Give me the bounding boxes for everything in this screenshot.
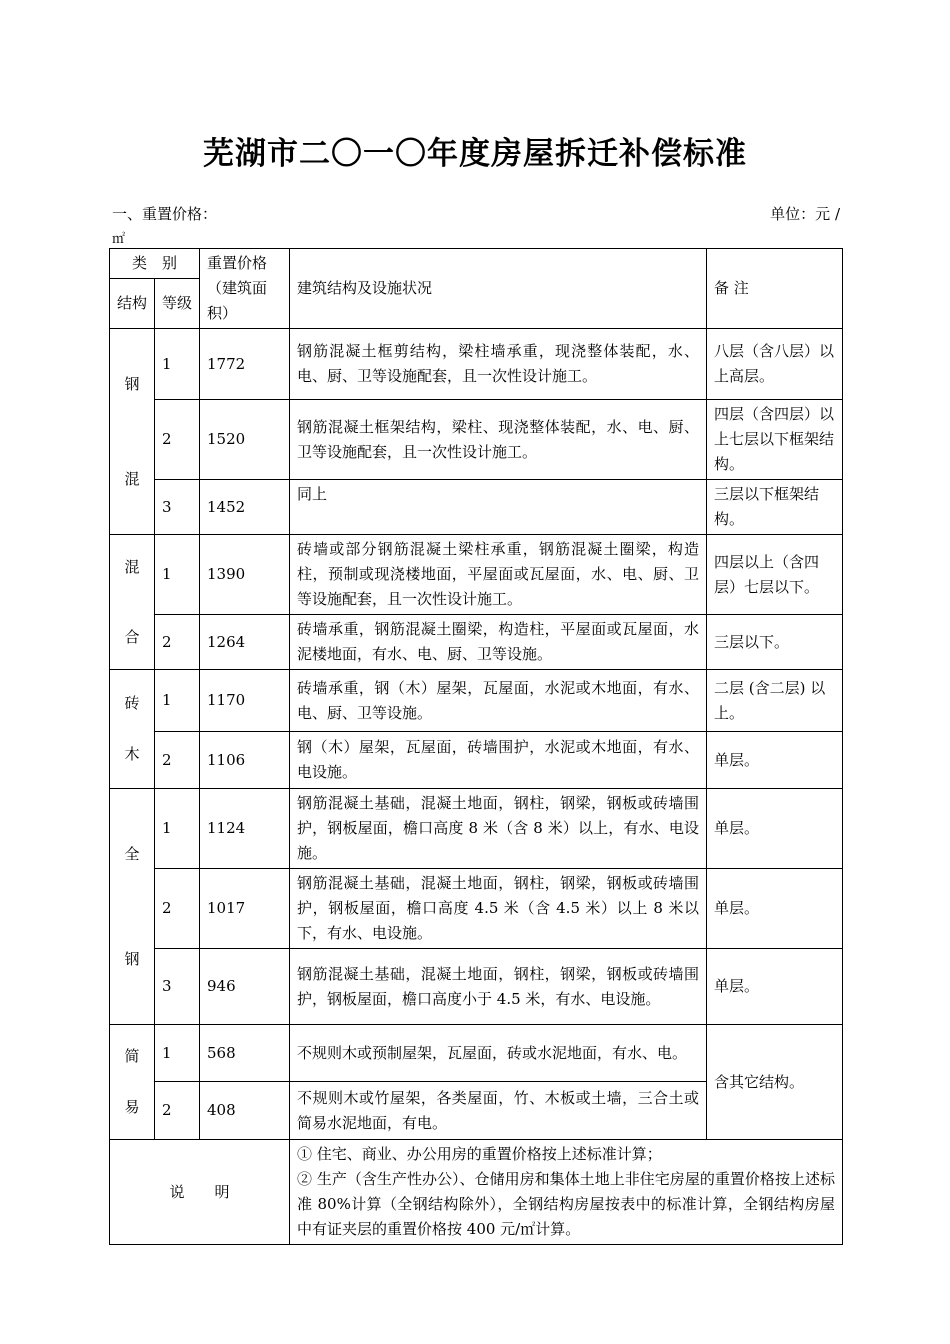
grade-cell: 2 [155, 732, 200, 789]
remark-cell: 三层以下。 [707, 615, 843, 670]
price-cell: 1017 [200, 869, 290, 949]
price-cell: 1264 [200, 615, 290, 670]
remark-cell: 四层以上（含四层）七层以下。 [707, 535, 843, 615]
remark-cell: 含其它结构。 [707, 1025, 843, 1140]
grade-cell: 2 [155, 400, 200, 480]
price-cell: 1772 [200, 329, 290, 400]
price-cell: 1390 [200, 535, 290, 615]
note-line: ① 住宅、商业、办公用房的重置价格按上述标准计算； [297, 1145, 662, 1163]
remark-cell: 三层以下框架结构。 [707, 480, 843, 535]
description-cell: 同上 [290, 480, 707, 535]
price-cell: 1106 [200, 732, 290, 789]
table-row [110, 789, 843, 869]
document-title: 芜湖市二〇一〇年度房屋拆迁补偿标准 [203, 136, 747, 172]
note-line: ② 生产（含生产性办公）、仓储用房和集体土地上非住宅房屋的重置价格按上述标准 80%计算（全钢结构除外），全钢结构房屋按表中的标准计算，全钢结构房屋中有证夹层的重置价格按 400 元/㎡计算。 [297, 1170, 836, 1238]
remark-cell: 单层。 [707, 732, 843, 789]
description-cell: 钢筋混凝土框剪结构，梁柱墙承重，现浇整体装配，水、电、厨、卫等设施配套，且一次性设计施工。 [290, 329, 707, 400]
table-row [110, 535, 843, 615]
remark-cell: 二层 (含二层) 以上。 [707, 670, 843, 732]
grade-cell: 1 [155, 670, 200, 732]
header-price: 重置价格（建筑面积） [200, 249, 290, 329]
structure-cell: 钢 混 [110, 329, 155, 535]
header-description: 建筑结构及设施状况 [290, 249, 707, 329]
header-remark: 备 注 [707, 249, 843, 329]
remark-cell: 单层。 [707, 869, 843, 949]
price-cell: 408 [200, 1082, 290, 1140]
remark-cell: 单层。 [707, 789, 843, 869]
grade-cell: 1 [155, 329, 200, 400]
price-cell: 946 [200, 949, 290, 1025]
price-cell: 1520 [200, 400, 290, 480]
table-row [110, 732, 843, 789]
table-row [110, 869, 843, 949]
notes-row [110, 1140, 843, 1245]
price-cell: 568 [200, 1025, 290, 1082]
description-cell: 砖墙承重，钢筋混凝土圈梁，构造柱，平屋面或瓦屋面，水泥楼地面，有水、电、厨、卫等设施。 [290, 615, 707, 670]
grade-cell: 3 [155, 949, 200, 1025]
table-row [110, 615, 843, 670]
structure-cell: 砖 木 [110, 670, 155, 789]
remark-cell: 八层（含八层）以上高层。 [707, 329, 843, 400]
price-cell: 1452 [200, 480, 290, 535]
table-row [110, 480, 843, 535]
description-cell: 钢筋混凝土基础，混凝土地面，钢柱，钢梁，钢板或砖墙围护，钢板屋面，檐口高度 4.5 米（含 4.5 米）以上 8 米以下，有水、电设施。 [290, 869, 707, 949]
grade-cell: 2 [155, 615, 200, 670]
grade-cell: 1 [155, 1025, 200, 1082]
description-cell: 钢筋混凝土基础，混凝土地面，钢柱，钢梁，钢板或砖墙围护，钢板屋面，檐口高度 8 米（含 8 米）以上，有水、电设施。 [290, 789, 707, 869]
table-row [110, 949, 843, 1025]
description-cell: 钢筋混凝土框架结构，梁柱、现浇整体装配，水、电、厨、卫等设施配套，且一次性设计施工。 [290, 400, 707, 480]
description-cell: 不规则木或竹屋架，各类屋面，竹、木板或土墙，三合土或简易水泥地面，有电。 [290, 1082, 707, 1140]
grade-cell: 2 [155, 869, 200, 949]
table-row [110, 329, 843, 400]
grade-cell: 3 [155, 480, 200, 535]
description-cell: 不规则木或预制屋架，瓦屋面，砖或水泥地面，有水、电。 [290, 1025, 707, 1082]
unit-label: 单位：元 / [770, 205, 840, 223]
header-category: 类 别 [110, 249, 200, 279]
description-cell: 砖墙承重，钢（木）屋架，瓦屋面，水泥或木地面，有水、电、厨、卫等设施。 [290, 670, 707, 732]
unit-continuation: ㎡ [112, 232, 126, 247]
table-row [110, 400, 843, 480]
header-grade: 等级 [155, 279, 200, 329]
structure-cell: 简 易 [110, 1025, 155, 1140]
price-cell: 1170 [200, 670, 290, 732]
grade-cell: 1 [155, 789, 200, 869]
price-cell: 1124 [200, 789, 290, 869]
table-row [110, 670, 843, 732]
table-row [110, 1025, 843, 1082]
remark-cell: 四层（含四层）以上七层以下框架结构。 [707, 400, 843, 480]
price-table [109, 248, 843, 1245]
structure-cell: 混 合 [110, 535, 155, 670]
description-cell: 钢筋混凝土基础，混凝土地面，钢柱，钢梁，钢板或砖墙围护，钢板屋面，檐口高度小于 4.5 米，有水、电设施。 [290, 949, 707, 1025]
grade-cell: 1 [155, 535, 200, 615]
notes-label: 说 明 [110, 1140, 290, 1245]
notes-content [290, 1140, 843, 1245]
section-label: 一、重置价格： [112, 205, 218, 223]
description-cell: 砖墙或部分钢筋混凝土梁柱承重，钢筋混凝土圈梁，构造柱，预制或现浇楼地面，平屋面或瓦屋面，水、电、厨、卫等设施配套，且一次性设计施工。 [290, 535, 707, 615]
description-cell: 钢（木）屋架，瓦屋面，砖墙围护，水泥或木地面，有水、电设施。 [290, 732, 707, 789]
structure-cell: 全 钢 [110, 789, 155, 1025]
remark-cell: 单层。 [707, 949, 843, 1025]
header-structure: 结构 [110, 279, 155, 329]
grade-cell: 2 [155, 1082, 200, 1140]
header-row [110, 249, 843, 279]
